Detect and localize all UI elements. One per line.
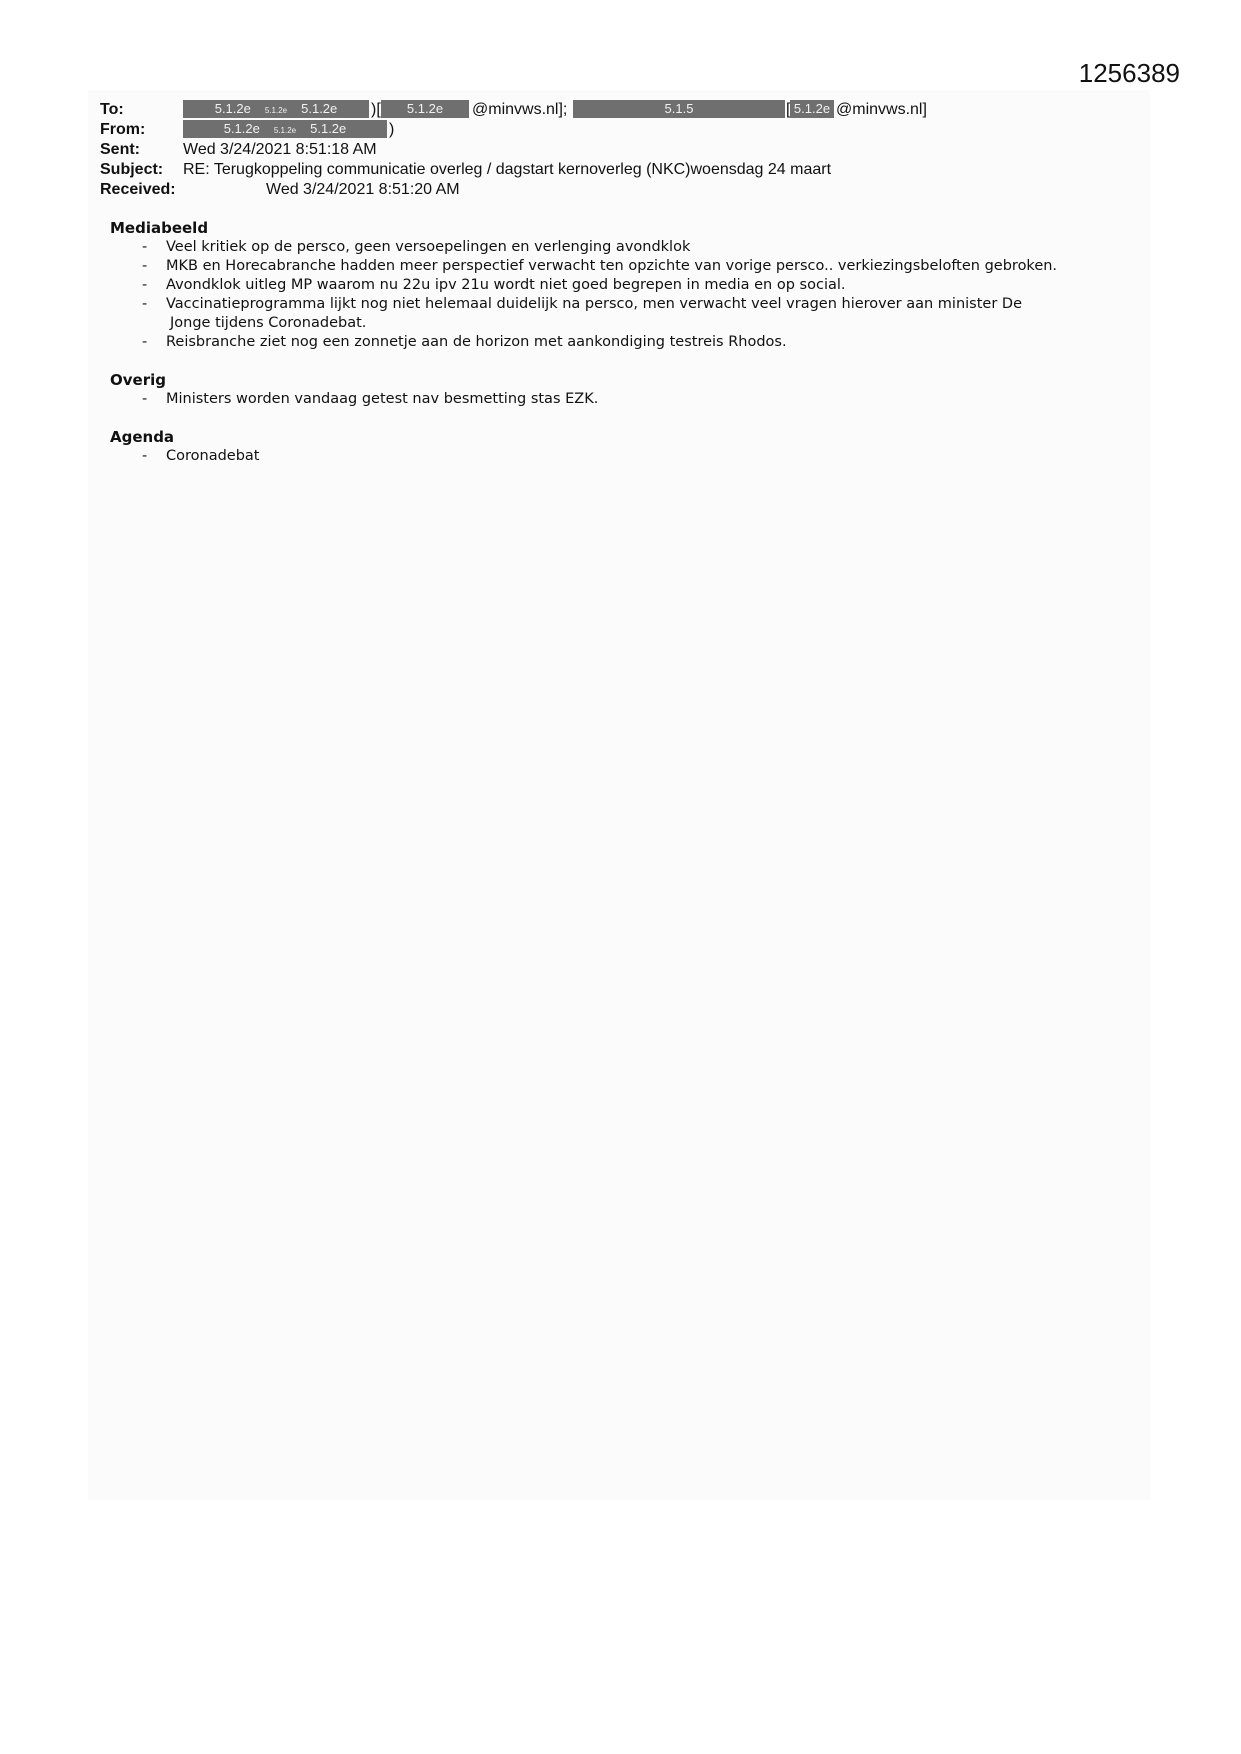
- section-title: Agenda: [110, 428, 175, 446]
- from-label: From:: [100, 121, 146, 138]
- subject-row: [100, 160, 1140, 180]
- to-domain-2: @minvws.nl]: [836, 101, 927, 118]
- bullet-list: [110, 390, 1140, 409]
- section-mediabeeld: [110, 219, 1140, 352]
- section-overig: [110, 371, 1140, 409]
- to-domain-1: @minvws.nl];: [472, 101, 568, 118]
- redaction-to-name: 5.1.2e 5.1.2e 5.1.2e: [183, 100, 369, 118]
- received-label: Received:: [100, 181, 176, 198]
- redaction-from-name: 5.1.2e 5.1.2e 5.1.2e: [183, 120, 387, 138]
- subject-value: RE: Terugkoppeling communicatie overleg / dagstart kernoverleg (NKC)woensdag 24 maart: [183, 161, 832, 178]
- bullet-list: [110, 238, 1140, 352]
- section-title: Mediabeeld: [110, 219, 209, 237]
- redaction-to-email-2: 5.1.2e: [790, 100, 834, 118]
- received-value: Wed 3/24/2021 8:51:20 AM: [266, 181, 460, 198]
- list-item: - Ministers worden vandaag getest nav besmetting stas EZK.: [110, 390, 1140, 409]
- received-row: [100, 180, 700, 200]
- redaction-to-email: 5.1.2e: [381, 100, 469, 118]
- list-item: - MKB en Horecabranche hadden meer perspectief verwacht ten opzichte van vorige persco.. verkiezingsbeloften gebroken.: [110, 257, 1140, 276]
- document-id: 1256389: [1078, 58, 1180, 88]
- list-item: - Vaccinatieprogramma lijkt nog niet helemaal duidelijk na persco, men verwacht veel vragen hierover aan minister De: [110, 295, 1140, 314]
- to-row: [100, 100, 1140, 120]
- subject-label: Subject:: [100, 161, 164, 178]
- list-item-continuation: Jonge tijdens Coronadebat.: [170, 315, 367, 331]
- to-label: To:: [100, 101, 124, 118]
- list-item: - Reisbranche ziet nog een zonnetje aan de horizon met aankondiging testreis Rhodos.: [110, 333, 1140, 352]
- section-title: Overig: [110, 371, 166, 389]
- sent-label: Sent:: [100, 141, 140, 158]
- redaction-to-name-2: 5.1.5: [573, 100, 785, 118]
- to-separator: )[: [371, 101, 381, 118]
- message-body: [110, 219, 1140, 485]
- from-row: [100, 120, 600, 140]
- sent-value: Wed 3/24/2021 8:51:18 AM: [183, 141, 377, 158]
- from-close: ): [389, 121, 395, 138]
- section-agenda: [110, 428, 1140, 466]
- list-item: - Veel kritiek op de persco, geen versoepelingen en verlenging avondklok: [110, 238, 1140, 257]
- sent-row: [100, 140, 700, 160]
- to-bracket: [: [786, 101, 791, 118]
- list-item: - Coronadebat: [110, 447, 1140, 466]
- list-item: - Avondklok uitleg MP waarom nu 22u ipv 21u wordt niet goed begrepen in media en op social.: [110, 276, 1140, 295]
- bullet-list: [110, 447, 1140, 466]
